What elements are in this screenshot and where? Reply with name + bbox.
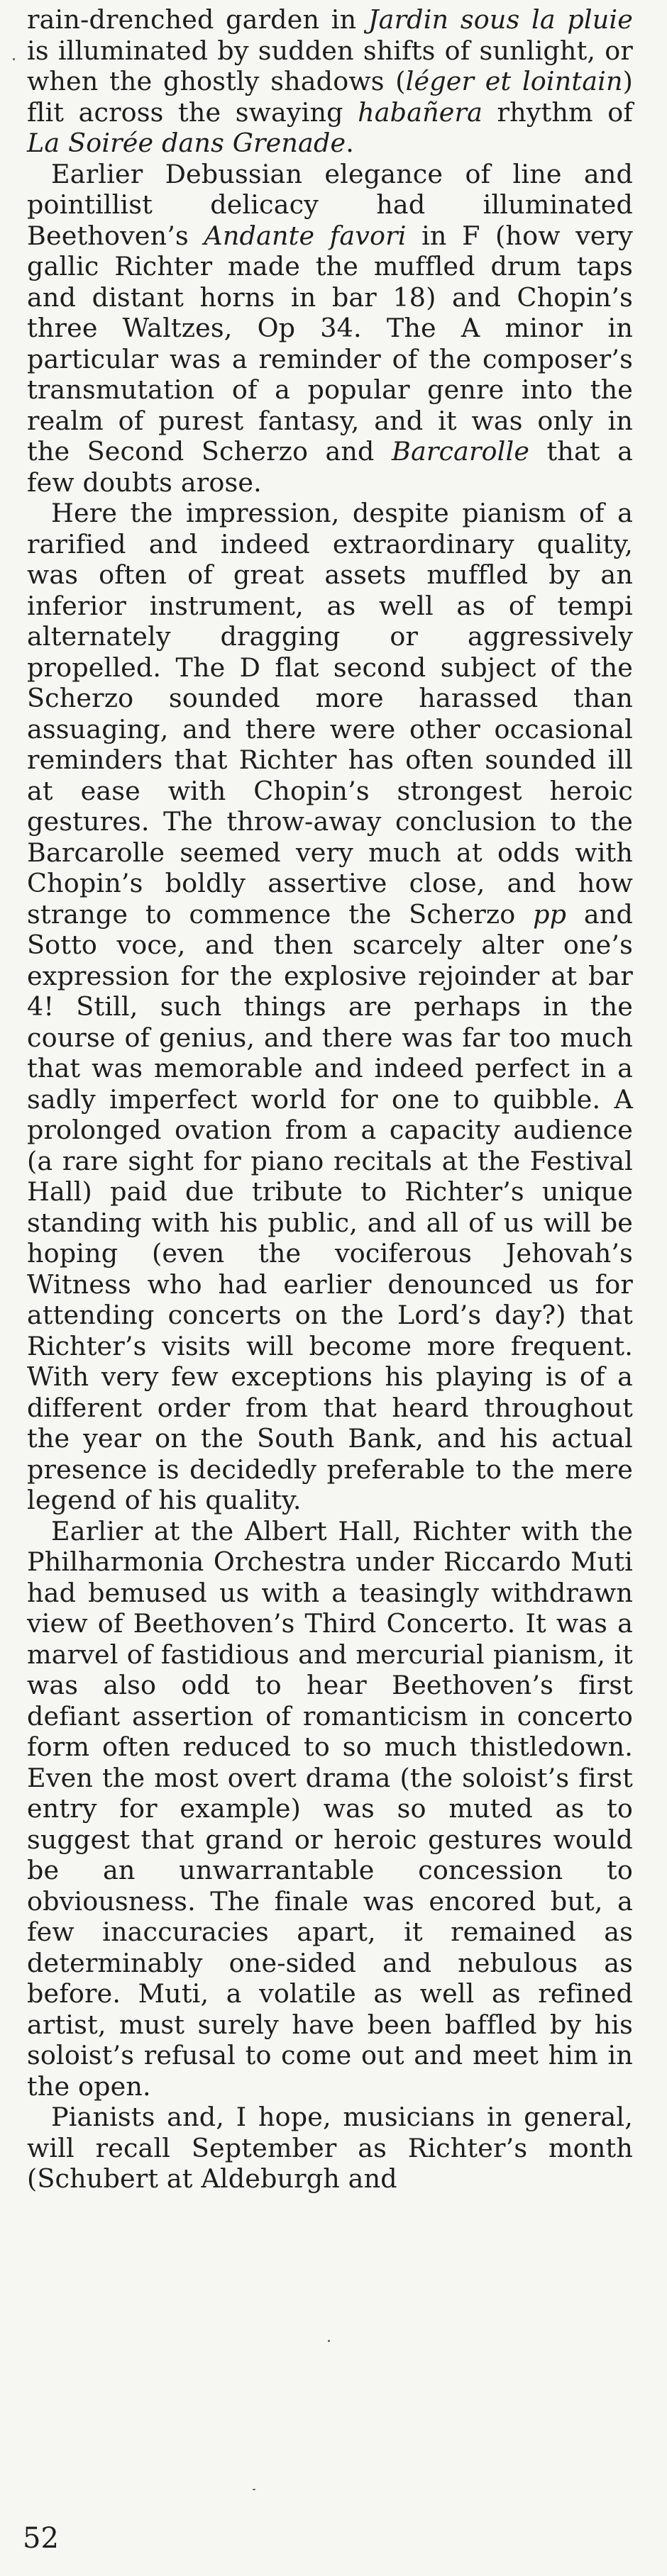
article-paragraph [27,498,633,1516]
text-run: Earlier at the Albert Hall, Richter with the Philharmonia Orchestra under Riccardo Muti had bemused us with a teasingly withdrawn view of Beethoven’s Third Concerto. It was a marvel of fastidious and mercurial pianism, it was also odd to hear Beethoven’s first defiant assertion of romanticism in concerto form often reduced to so much thistledown. Even the most overt drama (the soloist’s first entry for example) was so muted as to suggest that grand or heroic gestures would be an unwarrantable concession to obviousness. The finale was encored but, a few inaccuracies apart, it remained as determinably one-sided and nebulous as before. Muti, a volatile as well as refined artist, must surely have been baffled by his soloist’s refusal to come out and meet him in the open. [27,1515,633,2102]
italic-title: pp [533,898,567,930]
italic-title: La Soirée dans Grenade [27,128,346,158]
page-number: 52 [23,2522,59,2555]
italic-title: léger et lointain [405,66,623,96]
text-run: rain-drenched garden in [27,4,368,35]
article-paragraph [27,1516,633,2102]
text-run: rhythm of [483,96,633,128]
article-column [27,4,633,2195]
text-run: that a few doubts arose. [27,436,633,498]
text-run: in F (how very gallic Richter made the muffled drum taps and distant horns in bar 18) and Chopin’s three Waltzes, Op 34. The A minor in particular was a reminder of the composer’s transmutation of a popular genre into the realm of purest fantasy, and it was only in the Second Scherzo and [27,220,633,467]
scan-speck [13,58,15,60]
italic-title: Andante favori [204,220,407,251]
italic-title: Barcarolle [391,436,530,467]
text-run: Pianists and, I hope, musicians in general, will recall September as Richter’s month (Schubert at Aldeburgh and [27,2102,633,2194]
text-run: and Sotto voce, and then scarcely alter one’s expression for the explosive rejoinder at bar 4! Still, such things are perhaps in the course of genius, and there was far too much that was memorable and indeed perfect in a sadly imperfect world for one to quibble. A prolonged ovation from a capacity audience (a rare sight for piano recitals at the Festival Hall) paid due tribute to Richter’s unique standing with his public, and all of us will be hoping (even the vociferous Jehovah’s Witness who had earlier denounced us for attending concerts on the Lord’s day?) that Richter’s visits will become more frequent. With very few exceptions his playing is of a different order from that heard throughout the year on the South Bank, and his actual presence is decidedly preferable to the mere legend of his quality. [27,898,633,1515]
article-paragraph [27,2102,633,2195]
article-paragraph [27,159,633,498]
italic-title: Jardin sous la pluie [368,4,633,35]
text-run: ) flit across the swaying [27,66,633,128]
scan-speck [253,2489,255,2490]
text-run: is illuminated by sudden shifts of sunlight, or when the ghostly shadows ( [27,35,633,96]
article-paragraph [27,4,633,159]
text-run: Here the impression, despite pianism of a rarified and indeed extraordinary quality, was often of great assets muffled by an inferior instrument, as well as of tempi alternately dragging or aggressively propelled. The D flat second subject of the Scherzo sounded more harassed than assuaging, and there were other occasional reminders that Richter has often sounded ill at ease with Chopin’s strongest heroic gestures. The throw-away conclusion to the Barcarolle seemed very much at odds with Chopin’s boldly assertive close, and how strange to commence the Scherzo [27,498,633,930]
text-run: Earlier Debussian elegance of line and pointillist delicacy had illuminated Beethoven’s [27,158,633,251]
italic-title: habañera [358,96,483,128]
scan-speck [328,2340,330,2342]
text-run: . [346,128,354,158]
